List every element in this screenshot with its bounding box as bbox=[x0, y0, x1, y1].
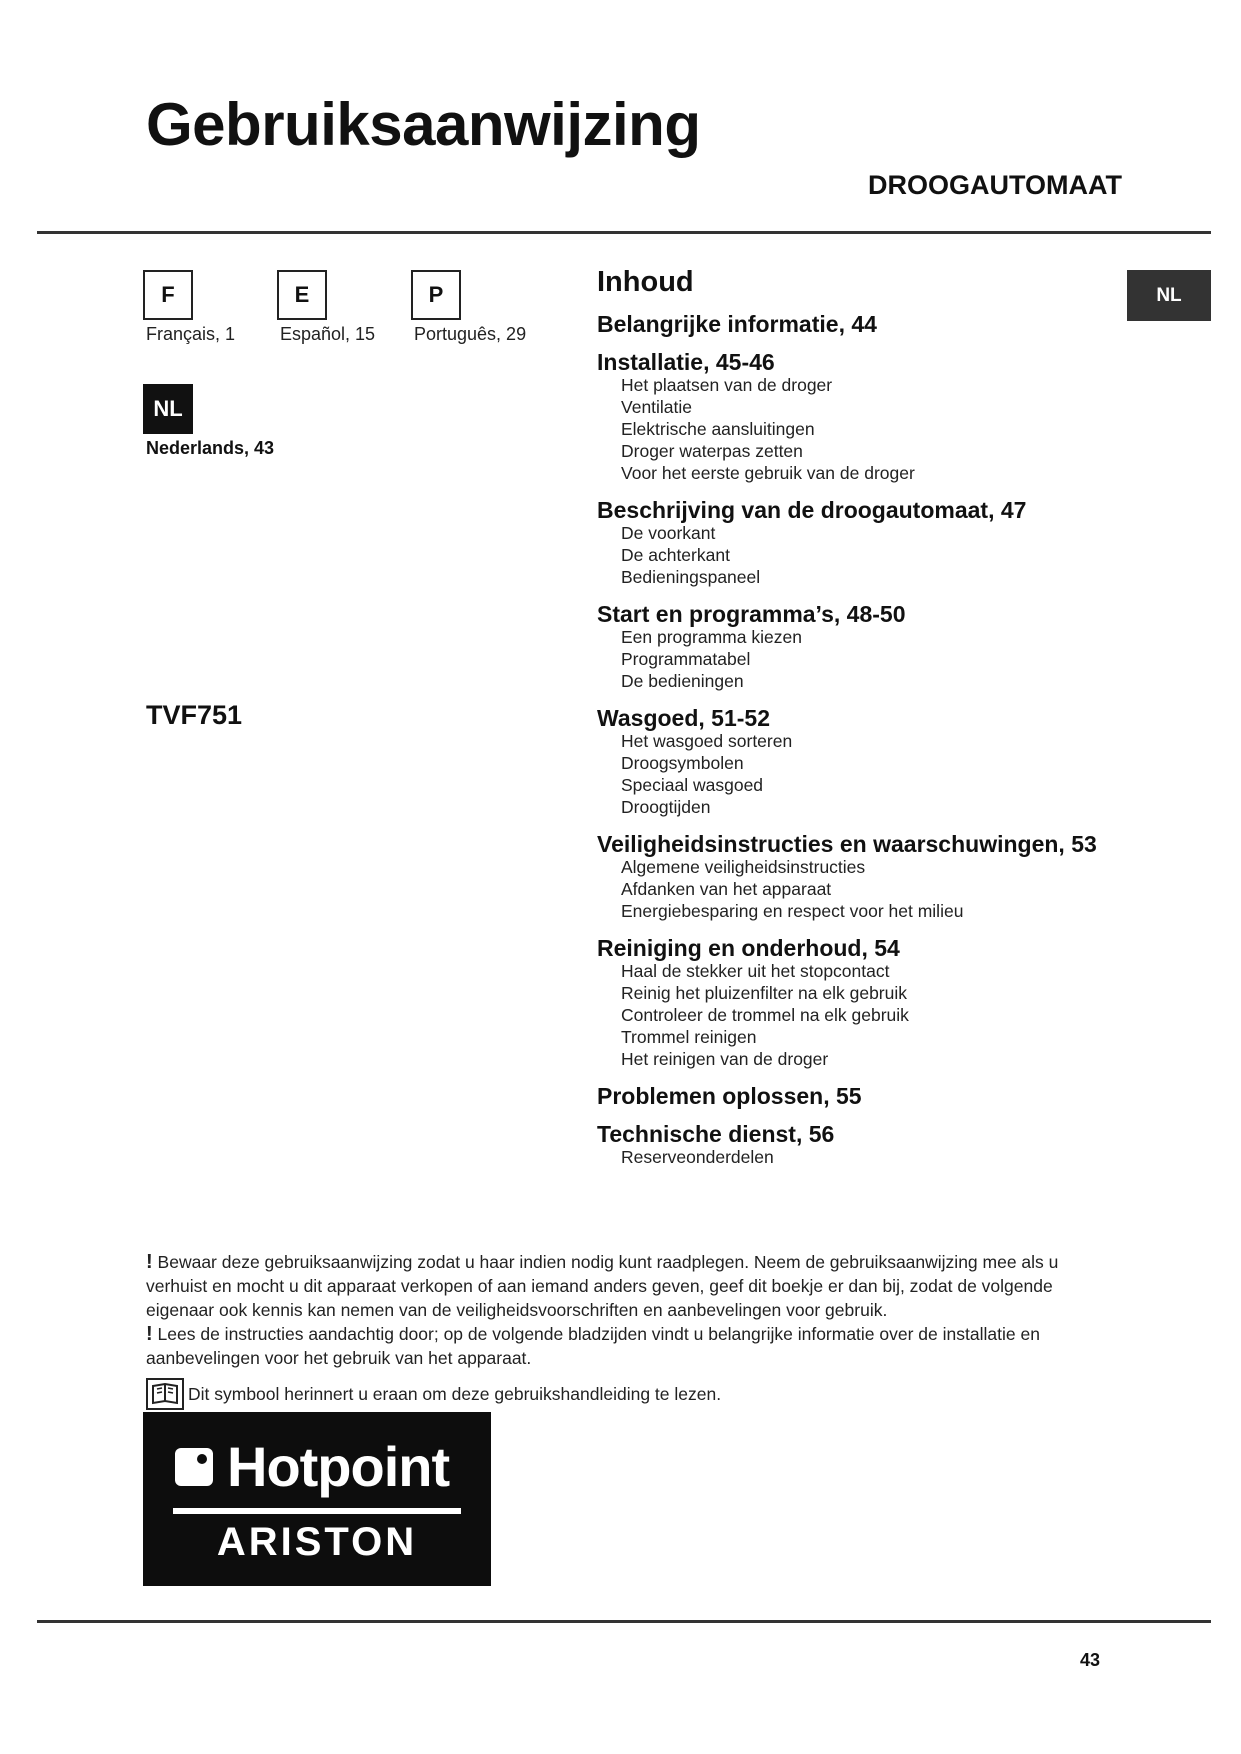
product-type: DROOGAUTOMAAT bbox=[868, 170, 1122, 200]
toc-section bbox=[597, 707, 1117, 818]
toc-item[interactable]: Elektrische aansluitingen bbox=[621, 419, 815, 439]
warning-icon: ! bbox=[146, 1251, 153, 1273]
toc-item[interactable]: Controleer de trommel na elk gebruik bbox=[621, 1005, 909, 1025]
toc-heading[interactable]: Reiniging en onderhoud, 54 bbox=[597, 935, 900, 961]
logo-square-icon bbox=[175, 1448, 213, 1486]
toc-title: Inhoud bbox=[597, 266, 694, 298]
lang-label-f[interactable]: Français, 1 bbox=[146, 324, 236, 344]
toc-heading[interactable]: Wasgoed, 51-52 bbox=[597, 705, 770, 731]
page-number: 43 bbox=[1080, 1650, 1101, 1670]
toc-heading[interactable]: Beschrijving van de droogautomaat, 47 bbox=[597, 497, 1027, 523]
symbol-note bbox=[146, 1378, 721, 1410]
toc-item[interactable]: De voorkant bbox=[621, 523, 716, 543]
lang-label-nl: Nederlands, 43 bbox=[146, 438, 275, 458]
toc-section bbox=[597, 833, 1117, 922]
toc-section bbox=[597, 937, 1117, 1070]
lang-box-nl: NL bbox=[143, 384, 193, 434]
toc-heading[interactable]: Technische dienst, 56 bbox=[597, 1121, 835, 1147]
toc-item[interactable]: Bedieningspaneel bbox=[621, 567, 761, 587]
toc-heading[interactable]: Veiligheidsinstructies en waarschuwingen, 53 bbox=[597, 831, 1097, 857]
logo-bar bbox=[173, 1508, 461, 1514]
lang-box-p[interactable]: P bbox=[411, 270, 461, 320]
lang-label-e[interactable]: Español, 15 bbox=[280, 324, 376, 344]
lang-box-e[interactable]: E bbox=[277, 270, 327, 320]
toc-item[interactable]: Ventilatie bbox=[621, 397, 693, 417]
toc-item[interactable]: Haal de stekker uit het stopcontact bbox=[621, 961, 890, 981]
brand-logo bbox=[143, 1412, 491, 1586]
toc-item[interactable]: Droger waterpas zetten bbox=[621, 441, 803, 461]
toc-item[interactable]: Energiebesparing en respect voor het milieu bbox=[621, 901, 964, 921]
toc-section bbox=[597, 313, 1117, 336]
toc-item[interactable]: Een programma kiezen bbox=[621, 627, 802, 647]
symbol-text: Dit symbool herinnert u eraan om deze gebruikshandleiding te lezen. bbox=[188, 1383, 722, 1404]
toc-section bbox=[597, 1085, 1117, 1108]
logo-wordmark: Hotpoint bbox=[175, 1434, 449, 1499]
toc-section bbox=[597, 1123, 1117, 1168]
toc-item[interactable]: Afdanken van het apparaat bbox=[621, 879, 832, 899]
bottom-divider bbox=[37, 1620, 1211, 1623]
table-of-contents bbox=[597, 266, 1117, 1183]
toc-section bbox=[597, 603, 1117, 692]
model-number: TVF751 bbox=[146, 700, 243, 730]
toc-item[interactable]: Speciaal wasgoed bbox=[621, 775, 764, 795]
toc-heading[interactable]: Installatie, 45-46 bbox=[597, 349, 775, 375]
toc-item[interactable]: De bedieningen bbox=[621, 671, 744, 691]
toc-item[interactable]: Het reinigen van de droger bbox=[621, 1049, 829, 1069]
toc-heading[interactable]: Start en programma’s, 48-50 bbox=[597, 601, 906, 627]
toc-item[interactable]: Reinig het pluizenfilter na elk gebruik bbox=[621, 983, 907, 1003]
notes-block bbox=[146, 1250, 1106, 1370]
toc-item[interactable]: Programmatabel bbox=[621, 649, 751, 669]
toc-item[interactable]: Het plaatsen van de droger bbox=[621, 375, 833, 395]
warning-icon: ! bbox=[146, 1323, 153, 1345]
toc-item[interactable]: Reserveonderdelen bbox=[621, 1147, 774, 1167]
lang-label-p[interactable]: Português, 29 bbox=[414, 324, 527, 344]
toc-heading[interactable]: Problemen oplossen, 55 bbox=[597, 1083, 862, 1109]
toc-item[interactable]: Droogsymbolen bbox=[621, 753, 744, 773]
toc-item[interactable]: Het wasgoed sorteren bbox=[621, 731, 793, 751]
book-icon bbox=[146, 1378, 184, 1410]
logo-subbrand: ARISTON bbox=[216, 1520, 418, 1564]
toc-item[interactable]: Algemene veiligheidsinstructies bbox=[621, 857, 866, 877]
toc-heading[interactable]: Belangrijke informatie, 44 bbox=[597, 311, 877, 337]
language-side-tab: NL bbox=[1127, 270, 1211, 321]
toc-item[interactable]: Droogtijden bbox=[621, 797, 711, 817]
toc-item[interactable]: Voor het eerste gebruik van de droger bbox=[621, 463, 915, 483]
lang-box-f[interactable]: F bbox=[143, 270, 193, 320]
toc-item[interactable]: Trommel reinigen bbox=[621, 1027, 757, 1047]
toc-section bbox=[597, 499, 1117, 588]
toc-item[interactable]: De achterkant bbox=[621, 545, 730, 565]
note-2: ! Lees de instructies aandachtig door; op de volgende bladzijden vindt u belangrijke informatie over de installatie en aanbevelingen voor het gebruik van het apparaat. bbox=[146, 1323, 1040, 1368]
top-divider bbox=[37, 231, 1211, 234]
page-title: Gebruiksaanwijzing bbox=[146, 91, 701, 158]
note-1: ! Bewaar deze gebruiksaanwijzing zodat u haar indien nodig kunt raadplegen. Neem de gebruiksaanwijzing mee als u verhuist en mocht u dit apparaat verkopen of aan iemand anders geven, geef dit boekje er dan bij, zodat de volgende eigenaar ook kennis kan nemen van de veiligheidsvoorschriften en aanbevelingen voor gebruik. bbox=[146, 1251, 1059, 1320]
toc-section bbox=[597, 351, 1117, 484]
